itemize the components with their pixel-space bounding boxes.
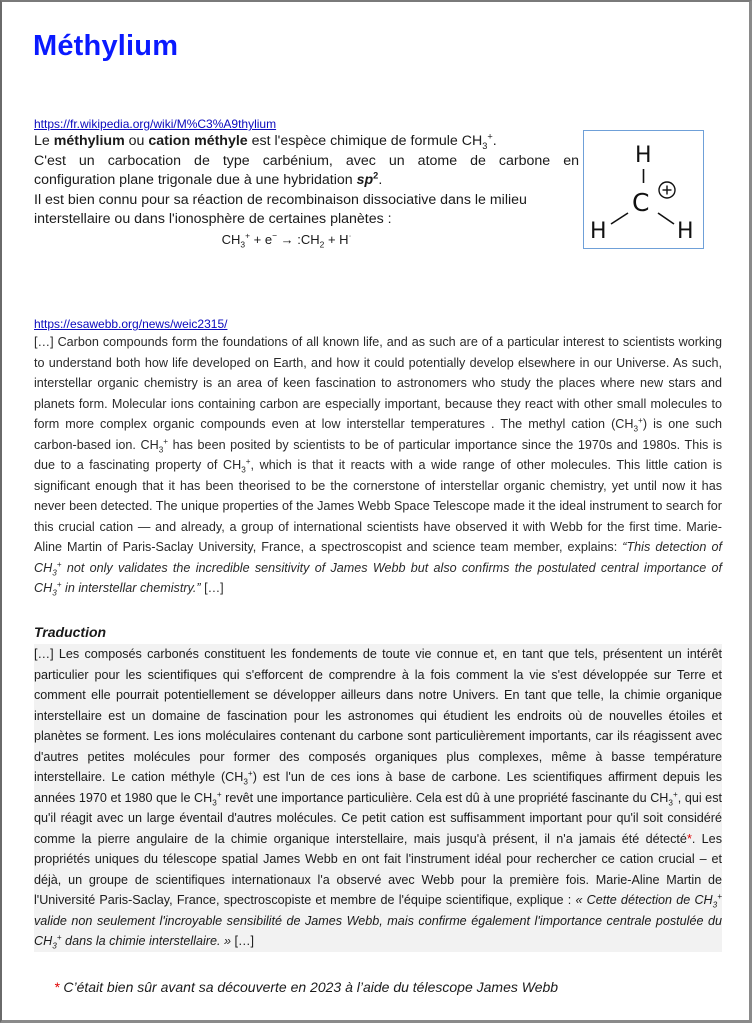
esawebb-link[interactable]: https://esawebb.org/news/weic2315/ [34,317,228,331]
positive-charge-icon [659,182,675,198]
term-methylium: méthylium [53,133,125,149]
page-title: Méthylium [33,30,179,62]
atom-h-right: H [677,219,694,244]
wiki-line-2: C'est un carbocation de type carbénium, avec un atome de carbone en [34,152,579,169]
translation-quote: « Cette détection de $CH_3^+$ valide non seulement l'incroyable sensibilité de James Webb, mais confirme également l'importance centrale postulée du $CH_3^+$ dans la chimie interstellaire. » [34,891,722,951]
methylium-structure-image [583,130,704,249]
atom-h-left: H [590,219,607,244]
molecule-diagram [584,131,703,248]
atom-h-top: H [635,143,652,168]
footnote-marker: * [686,831,692,846]
reaction-equation: $CH_3^+ + e^-$ → $:CH_2 + H^\cdot$ [221,230,352,250]
wiki-line-3: configuration plane trigonale due à une hybridation $sp^2$. [34,170,383,188]
term-cation-methyle: cation méthyle [148,133,248,149]
translation-heading: Traduction [34,624,107,640]
footnote [54,979,558,995]
translation-excerpt [34,644,722,952]
wiki-line-4: Il est bien connu pour sa réaction de recombinaison dissociative dans le milieu [34,191,527,208]
footnote-asterisk: * [54,979,60,995]
translation-paragraph: […] Les composés carbonés constituent les fondements de toute vie connue et, en tant que tels, présentent un intérêt particulier pour les scientifiques qui s'efforcent de comprendre à la fois comment la vie s'est développée sur Terre et comment elle pourrait potentiellement se développer ailleurs dans notre Univers. En tant que telle, la chimie organique interstellaire est un domaine de fascination pour les astronomes qui étudient les endroits où de nouvelles étoiles et planètes se forment. Les ions moléculaires contenant du carbone sont particulièrement importants, car ils réagissent avec d'autres petites molécules pour former des composés organiques plus complexes, même à basse température interstellaire. Le cation méthyle $(CH_3^+)$ est l'un de ces ions à base de carbone. Les scientifiques affirment depuis les années 1970 et 1980 que le $CH_3^+$ revêt une importance particulière. Cela est dû à une propriété fascinante du $CH_3^+$, qui est qu'il réagit avec un large éventail d'autres molécules. Ce petit cation est suffisamment important pour qu'il soit considéré comme la pierre angulaire de la chimie organique interstellaire, mais jusqu'à présent, il n'a jamais été détecté*. Les propriétés uniques du télescope spatial James Webb en ont fait l'instrument idéal pour rechercher ce cation crucial – et déjà, un groupe de scientifiques internationaux l'a observé avec Webb pour la première fois. Marie-Aline Martin de l'Université Paris-Saclay, France, spectroscopiste et membre de l'équipe scientifique, explique : « Cette détection de $CH_3^+$ valide non seulement l'incroyable sensibilité de James Webb, mais confirme également l'importance centrale postulée du $CH_3^+$ dans la chimie interstellaire. » […] [34,647,723,951]
wiki-line-1: Le méthylium ou cation méthyle est l'espèce chimique de formule $CH_3^+$. [34,131,497,151]
atom-c: C [632,188,650,217]
esa-webb-excerpt [34,316,722,599]
wiki-line-5: interstellaire ou dans l'ionosphère de certaines planètes : [34,211,392,227]
wikipedia-excerpt [34,116,579,249]
esa-paragraph: […] Carbon compounds form the foundations of all known life, and as such are of a particular interest to scientists working to understand both how life developed on Earth, and how it could potentially develop elsewhere in our Universe. As such, interstellar organic chemistry is an area of keen fascination to astronomers who study the places where new stars and planets form. Molecular ions containing carbon are especially important, because they react with other small molecules to form more complex organic compounds even at low interstellar temperatures . The methyl cation $(CH_3^+)$ is one such carbon-based ion. $CH_3^+$ has been posited by scientists to be of particular importance since the 1970s and 1980s. This is due to a fascinating property of $CH_3^+$, which is that it reacts with a wide range of other molecules. This little cation is significant enough that it has been theorised to be the cornerstone of interstellar organic chemistry, yet until now it has never been detected. The unique properties of the James Webb Space Telescope made it the ideal instrument to search for this crucial cation — and already, a group of international scientists have observed it with Webb for the first time. Marie-Aline Martin of Paris-Saclay University, France, a spectroscopist and science team member, explains: “This detection of $CH_3^+$ not only validates the incredible sensitivity of James Webb but also confirms the postulated central importance of $CH_3^+$ in interstellar chemistry.” […] [34,335,722,598]
footnote-text: C’était bien sûr avant sa découverte en 2023 à l’aide du télescope James Webb [59,979,559,995]
esa-quote: “This detection of $CH_3^+$ not only validates the incredible sensitivity of James Webb but also confirms the postulated central importance of $CH_3^+$ in interstellar chemistry.” [34,540,722,598]
wikipedia-link[interactable]: https://fr.wikipedia.org/wiki/M%C3%A9thylium [34,117,277,131]
